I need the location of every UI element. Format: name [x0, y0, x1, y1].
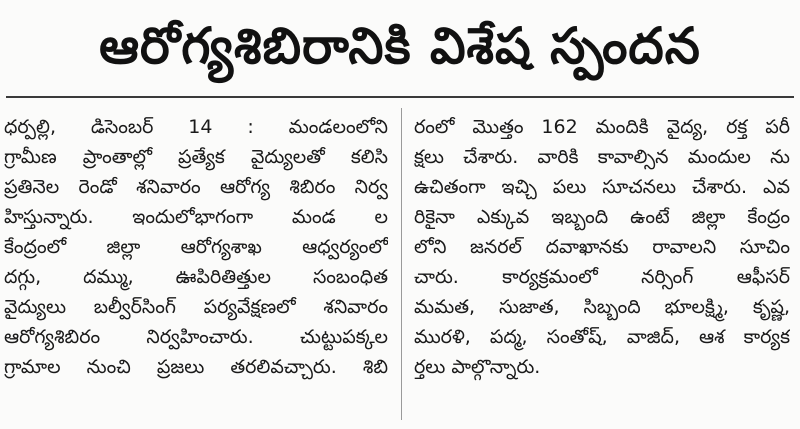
- body-line: కేంద్రంలో జిల్లా ఆరోగ్యశాఖ ఆధ్వర్యంలో: [4, 236, 388, 258]
- body-line: గ్రామాల నుంచి ప్రజలు తరలివచ్చారు. శిబి: [4, 356, 388, 378]
- body-line: రంలో మొత్తం 162 మందికి వైద్య, రక్త పరీ: [414, 116, 790, 138]
- body-line: ధర్పల్లి, డిసెంబర్ 14 : మండలంలోని: [4, 116, 388, 138]
- body-line: మురళి, పద్మ, సంతోష్, వాజిద్, ఆశ కార్యక: [414, 326, 790, 348]
- body-line: ఉచితంగా ఇచ్చి పలు సూచనలు చేశారు. ఎవ: [414, 176, 790, 198]
- right-column: [414, 112, 790, 382]
- body-line: ఆరోగ్యశిబిరం నిర్వహించారు. చుట్టుపక్కల: [4, 326, 388, 348]
- body-line: గ్రామీణ ప్రాంతాల్లో ప్రత్యేక వైద్యులతో కలిసి: [4, 146, 388, 168]
- column-divider: [401, 108, 402, 420]
- body-line: చారు. కార్యక్రమంలో నర్సింగ్ ఆఫీసర్: [414, 266, 790, 288]
- headline-rule: [6, 96, 794, 98]
- body-line: మమత, సుజాత, సిబ్బంది భూలక్ష్మి, కృష్ణ,: [414, 296, 790, 318]
- body-line: రికైనా ఎక్కువ ఇబ్బంది ఉంటే జిల్లా కేంద్రం: [414, 206, 790, 228]
- article-headline: ఆరోగ్యశిబిరానికి విశేష స్పందన: [99, 16, 701, 75]
- body-line: క్షలు చేశారు. వారికి కావాల్సిన మందుల ను: [414, 146, 790, 168]
- body-line: వైద్యులు బల్వీర్‌సింగ్ పర్యవేక్షణలో శనివారం: [4, 296, 388, 318]
- body-line: దగ్గు, దమ్ము, ఊపిరితిత్తుల సంబంధిత: [4, 266, 388, 288]
- body-line: లోని జనరల్ దవాఖానకు రావాలని సూచిం: [414, 236, 790, 258]
- body-line: ర్తలు పాల్గొన్నారు.: [414, 356, 541, 378]
- body-line: ప్రతినెల రెండో శనివారం ఆరోగ్య శిబిరం నిర్వ: [4, 176, 388, 198]
- left-column: [4, 112, 388, 382]
- body-line: హిస్తున్నారు. ఇందులోభాగంగా మండ ల: [4, 206, 388, 228]
